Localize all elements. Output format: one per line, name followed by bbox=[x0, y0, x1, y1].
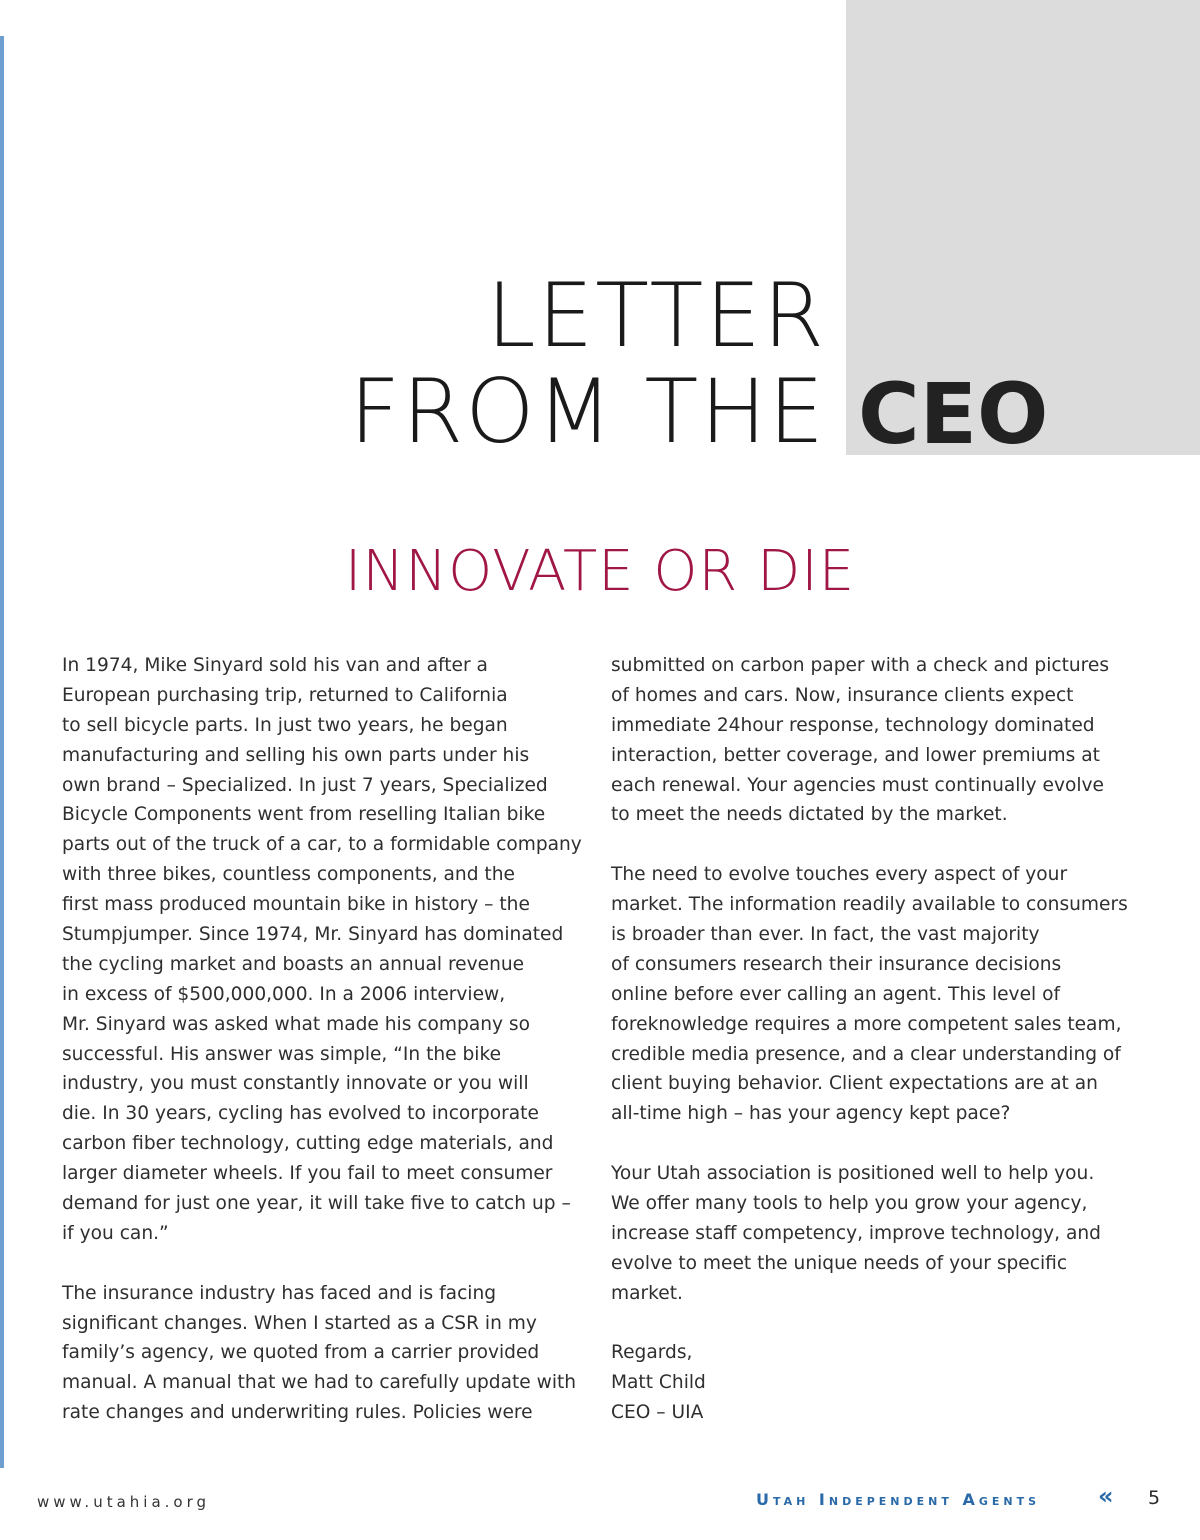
text-line: to meet the needs dictated by the market. bbox=[611, 804, 1008, 826]
text-line: immediate 24hour response, technology dominated bbox=[611, 714, 1095, 736]
text-line: manufacturing and selling his own parts under his bbox=[62, 744, 530, 766]
text-line: demand for just one year, it will take five to catch up – bbox=[62, 1193, 571, 1215]
text-line: own brand – Specialized. In just 7 years, Specialized bbox=[62, 774, 548, 796]
text-line: with three bikes, countless components, and the bbox=[62, 864, 515, 886]
text-line: market. bbox=[611, 1282, 683, 1304]
text-line: credible media presence, and a clear understanding of bbox=[611, 1043, 1121, 1065]
text-line: to sell bicycle parts. In just two years, he began bbox=[62, 714, 508, 736]
text-line: evolve to meet the unique needs of your specific bbox=[611, 1252, 1068, 1274]
footer-brand-name: Utah Independent Agents bbox=[756, 1490, 1040, 1509]
text-line: parts out of the truck of a car, to a formidable company bbox=[62, 834, 582, 856]
paragraph-gap bbox=[611, 1129, 1141, 1159]
title-line-letter: LETTER bbox=[486, 264, 826, 367]
text-line: foreknowledge requires a more competent sales team, bbox=[611, 1013, 1122, 1035]
text-line: manual. A manual that we had to carefully update with bbox=[62, 1372, 577, 1394]
text-line: client buying behavior. Client expectations are at an bbox=[611, 1073, 1098, 1095]
text-line: The insurance industry has faced and is facing bbox=[62, 1282, 497, 1304]
page-number: 5 bbox=[1148, 1487, 1161, 1509]
body-column-right bbox=[611, 651, 1141, 1428]
text-line: The need to evolve touches every aspect of your bbox=[611, 864, 1068, 886]
text-line: first mass produced mountain bike in history – the bbox=[62, 894, 530, 916]
text-line: each renewal. Your agencies must continually evolve bbox=[611, 774, 1104, 796]
text-line: larger diameter wheels. If you fail to meet consumer bbox=[62, 1163, 553, 1185]
text-line: Mr. Sinyard was asked what made his company so bbox=[62, 1013, 530, 1035]
text-line: submitted on carbon paper with a check and pictures bbox=[611, 655, 1110, 676]
page-edge-line bbox=[0, 36, 4, 1468]
text-line: if you can.” bbox=[62, 1222, 169, 1244]
text-line: in excess of $500,000,000. In a 2006 interview, bbox=[62, 983, 506, 1005]
text-line: We offer many tools to help you grow your agency, bbox=[611, 1193, 1088, 1215]
text-line: successful. His answer was simple, “In the bike bbox=[62, 1043, 502, 1065]
text-line: In 1974, Mike Sinyard sold his van and after a bbox=[62, 655, 488, 676]
text-line: Matt Child bbox=[611, 1372, 706, 1394]
paragraph-gap bbox=[62, 1249, 592, 1279]
paragraph-gap bbox=[611, 1309, 1141, 1339]
text-line: of consumers research their insurance decisions bbox=[611, 953, 1062, 975]
text-line: family’s agency, we quoted from a carrier provided bbox=[62, 1342, 540, 1364]
title-emphasis-ceo: CEO bbox=[858, 365, 1049, 463]
chevron-left-icon: « bbox=[1098, 1482, 1114, 1510]
text-line: interaction, better coverage, and lower premiums at bbox=[611, 744, 1100, 766]
text-line: the cycling market and boasts an annual revenue bbox=[62, 953, 525, 975]
text-line: Your Utah association is positioned well to help you. bbox=[611, 1163, 1095, 1185]
text-line: rate changes and underwriting rules. Policies were bbox=[62, 1402, 533, 1424]
paragraph-gap bbox=[611, 830, 1141, 860]
article-subtitle: INNOVATE OR DIE bbox=[344, 539, 856, 604]
text-line: all-time high – has your agency kept pace? bbox=[611, 1103, 1011, 1125]
text-line: of homes and cars. Now, insurance clients expect bbox=[611, 684, 1074, 706]
text-line: Stumpjumper. Since 1974, Mr. Sinyard has dominated bbox=[62, 924, 564, 946]
text-line: carbon fiber technology, cutting edge materials, and bbox=[62, 1133, 554, 1155]
text-line: Bicycle Components went from reselling Italian bike bbox=[62, 804, 546, 826]
text-line: CEO – UIA bbox=[611, 1402, 704, 1424]
text-line: die. In 30 years, cycling has evolved to incorporate bbox=[62, 1103, 539, 1125]
text-line: is broader than ever. In fact, the vast majority bbox=[611, 924, 1040, 946]
text-line: industry, you must constantly innovate or you will bbox=[62, 1073, 529, 1095]
title-line-from-the: FROM THE bbox=[349, 360, 826, 463]
text-line: significant changes. When I started as a CSR in my bbox=[62, 1312, 537, 1334]
text-line: European purchasing trip, returned to California bbox=[62, 684, 508, 706]
text-line: market. The information readily available to consumers bbox=[611, 894, 1128, 916]
footer-website-url[interactable]: www.utahia.org bbox=[37, 1493, 211, 1511]
text-line: online before ever calling an agent. This level of bbox=[611, 983, 1061, 1005]
body-column-left bbox=[62, 651, 592, 1428]
text-line: Regards, bbox=[611, 1342, 693, 1364]
text-line: increase staff competency, improve technology, and bbox=[611, 1222, 1101, 1244]
